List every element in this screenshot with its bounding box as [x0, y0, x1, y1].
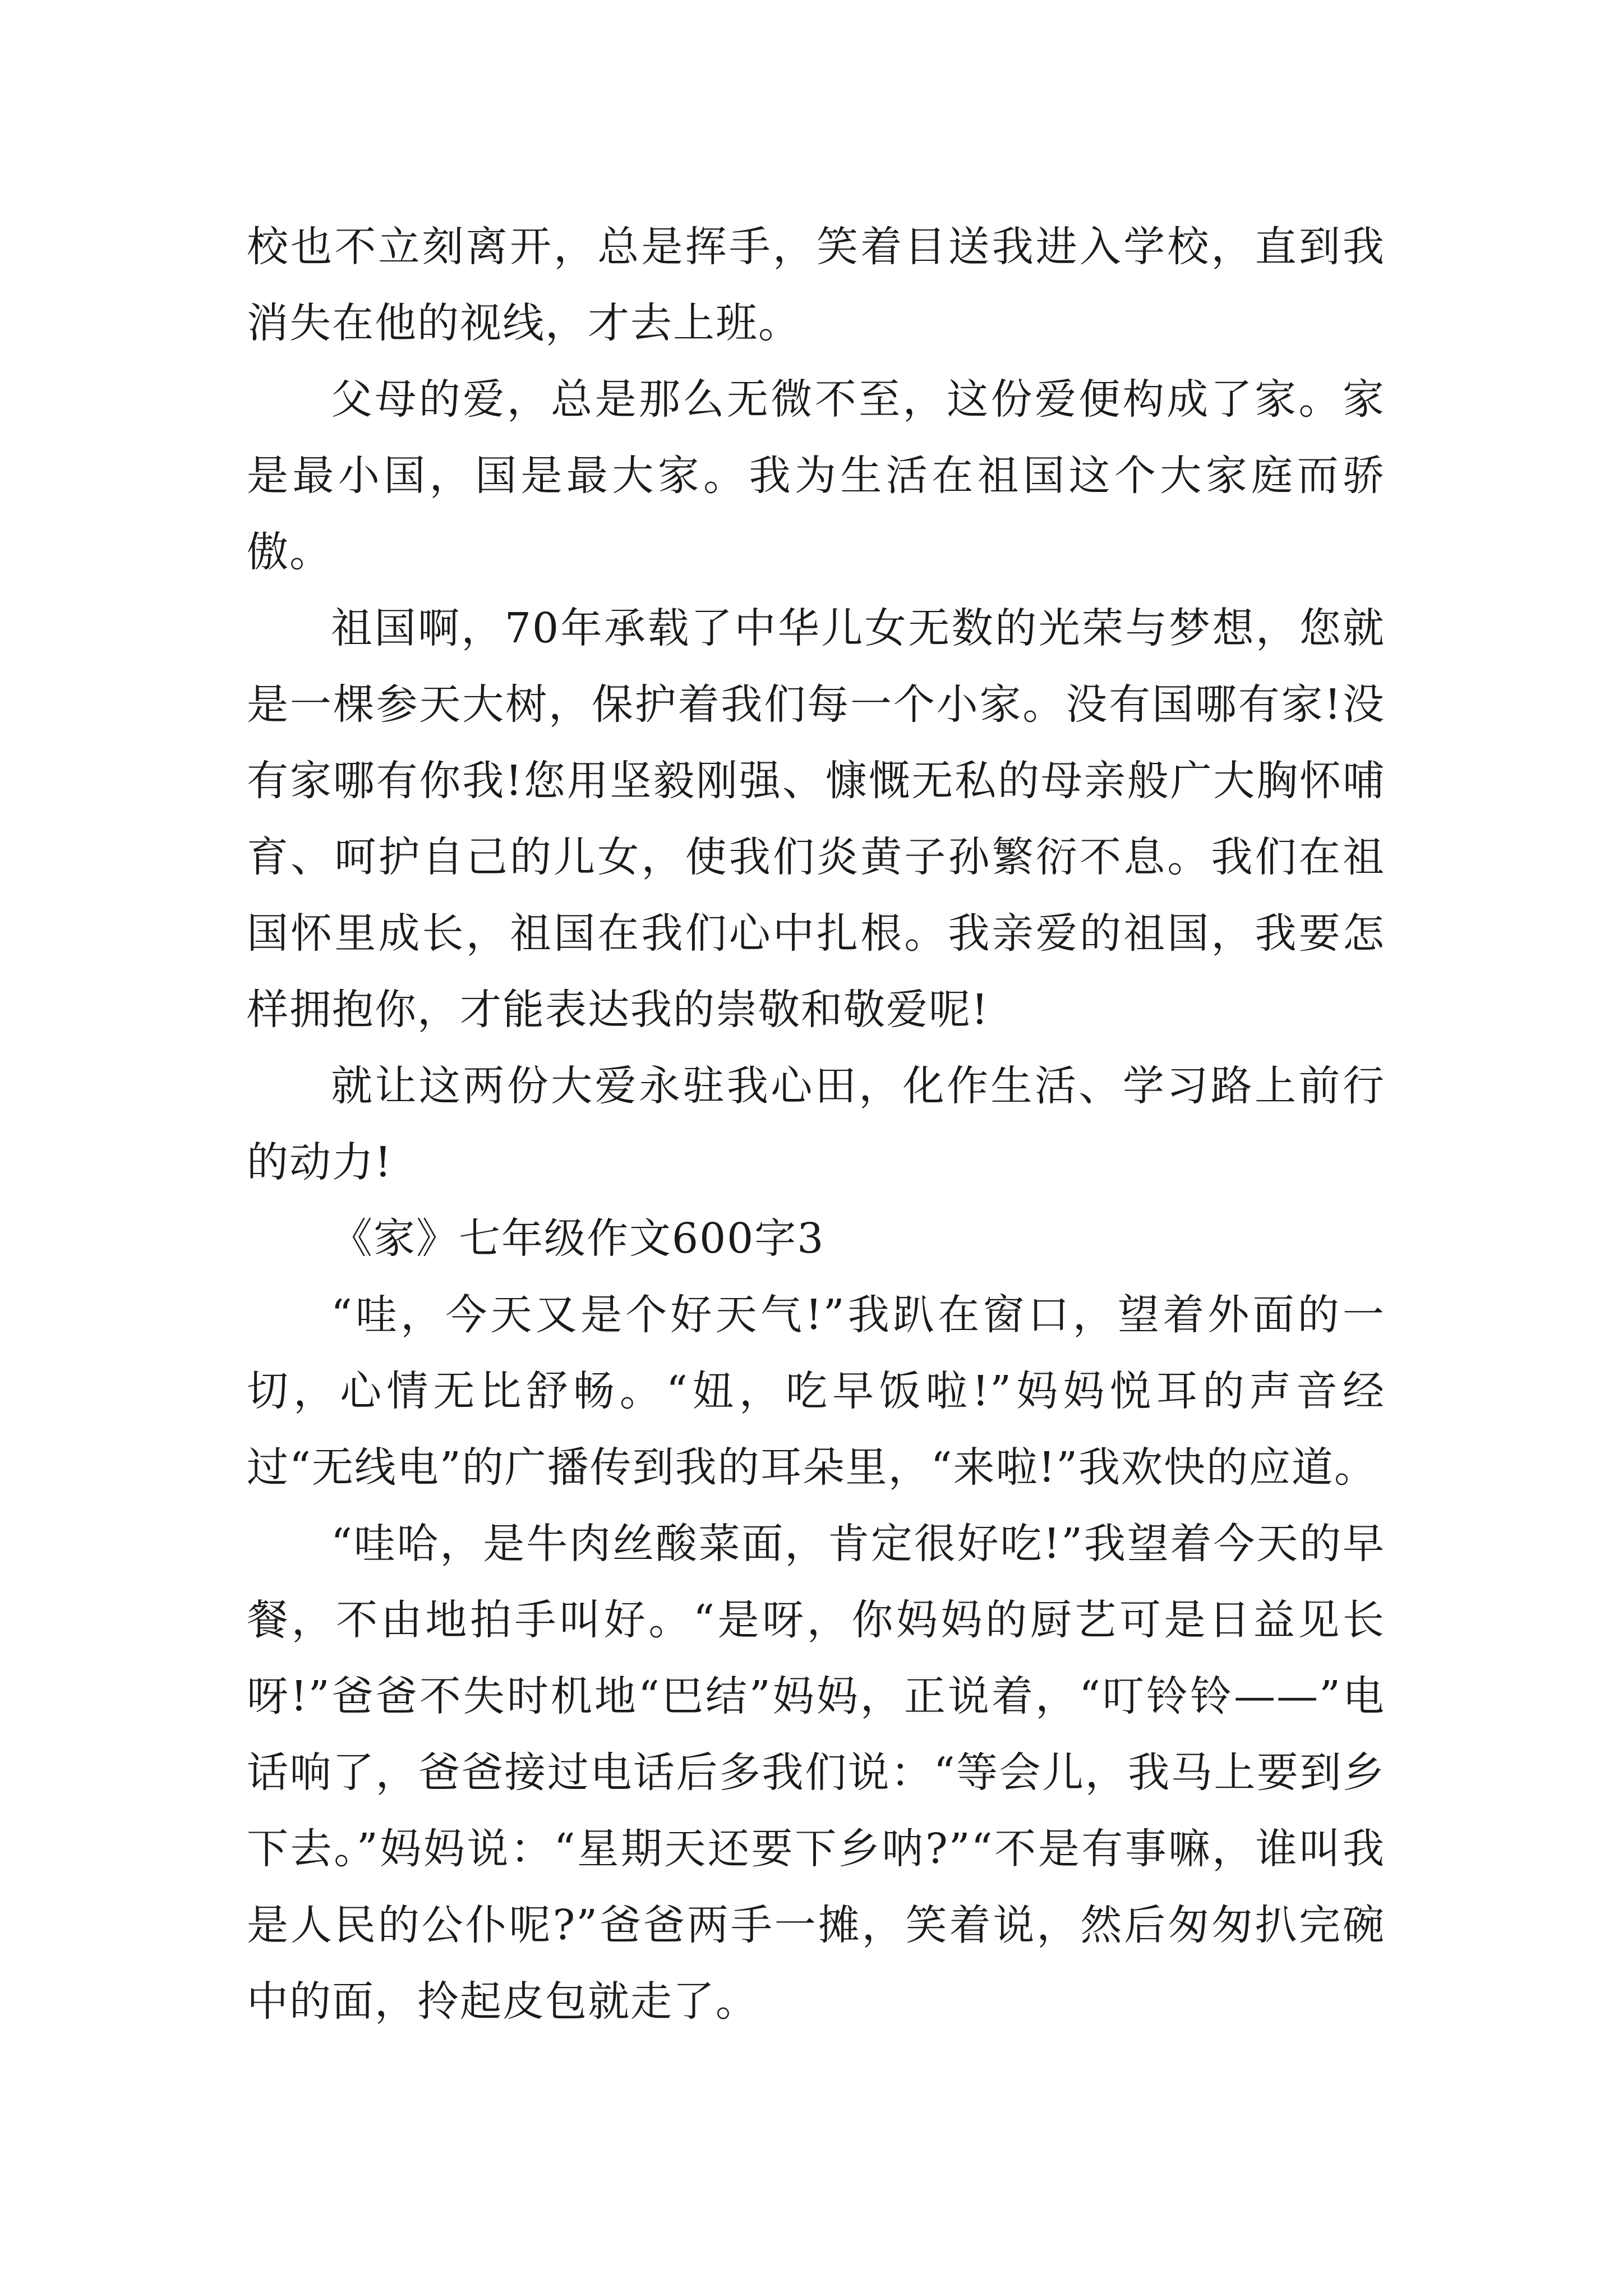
paragraph: 校也不立刻离开，总是挥手，笑着目送我进入学校，直到我消失在他的视线，才去上班。	[247, 223, 1385, 347]
paragraph: 祖国啊，70年承载了中华儿女无数的光荣与梦想，您就是一棵参天大树，保护着我们每一个小家。没有国哪有家!没有家哪有你我!您用坚毅刚强、慷慨无私的母亲般广大胸怀哺育、呵护自己的儿女，使我们炎黄子孙繁衍不息。我们在祖国怀里成长，祖国在我们心中扎根。我亲爱的祖国，我要怎样拥抱你，才能表达我的崇敬和敬爱呢!	[247, 604, 1385, 1034]
paragraph: 就让这两份大爱永驻我心田，化作生活、学习路上前行的动力!	[247, 1062, 1385, 1186]
section-heading: 《家》七年级作文600字3	[331, 1214, 825, 1263]
document-body	[247, 209, 1385, 2040]
paragraph: “哇哈，是牛肉丝酸菜面，肯定很好吃!”我望着今天的早餐，不由地拍手叫好。“是呀，你妈妈的厨艺可是日益见长呀!”爸爸不失时机地“巴结”妈妈，正说着，“叮铃铃——”电话响了，爸爸接过电话后多我们说：“等会儿，我马上要到乡下去。”妈妈说：“星期天还要下乡呐?”“不是有事嘛，谁叫我是人民的公仆呢?”爸爸两手一摊，笑着说，然后匆匆扒完碗中的面，拎起皮包就走了。	[247, 1520, 1385, 2026]
paragraph: 父母的爱，总是那么无微不至，这份爱便构成了家。家是最小国，国是最大家。我为生活在祖国这个大家庭而骄傲。	[247, 375, 1385, 576]
paragraph: “哇，今天又是个好天气!”我趴在窗口，望着外面的一切，心情无比舒畅。“妞，吃早饭啦!”妈妈悦耳的声音经过“无线电”的广播传到我的耳朵里，“来啦!”我欢快的应道。	[247, 1291, 1385, 1492]
